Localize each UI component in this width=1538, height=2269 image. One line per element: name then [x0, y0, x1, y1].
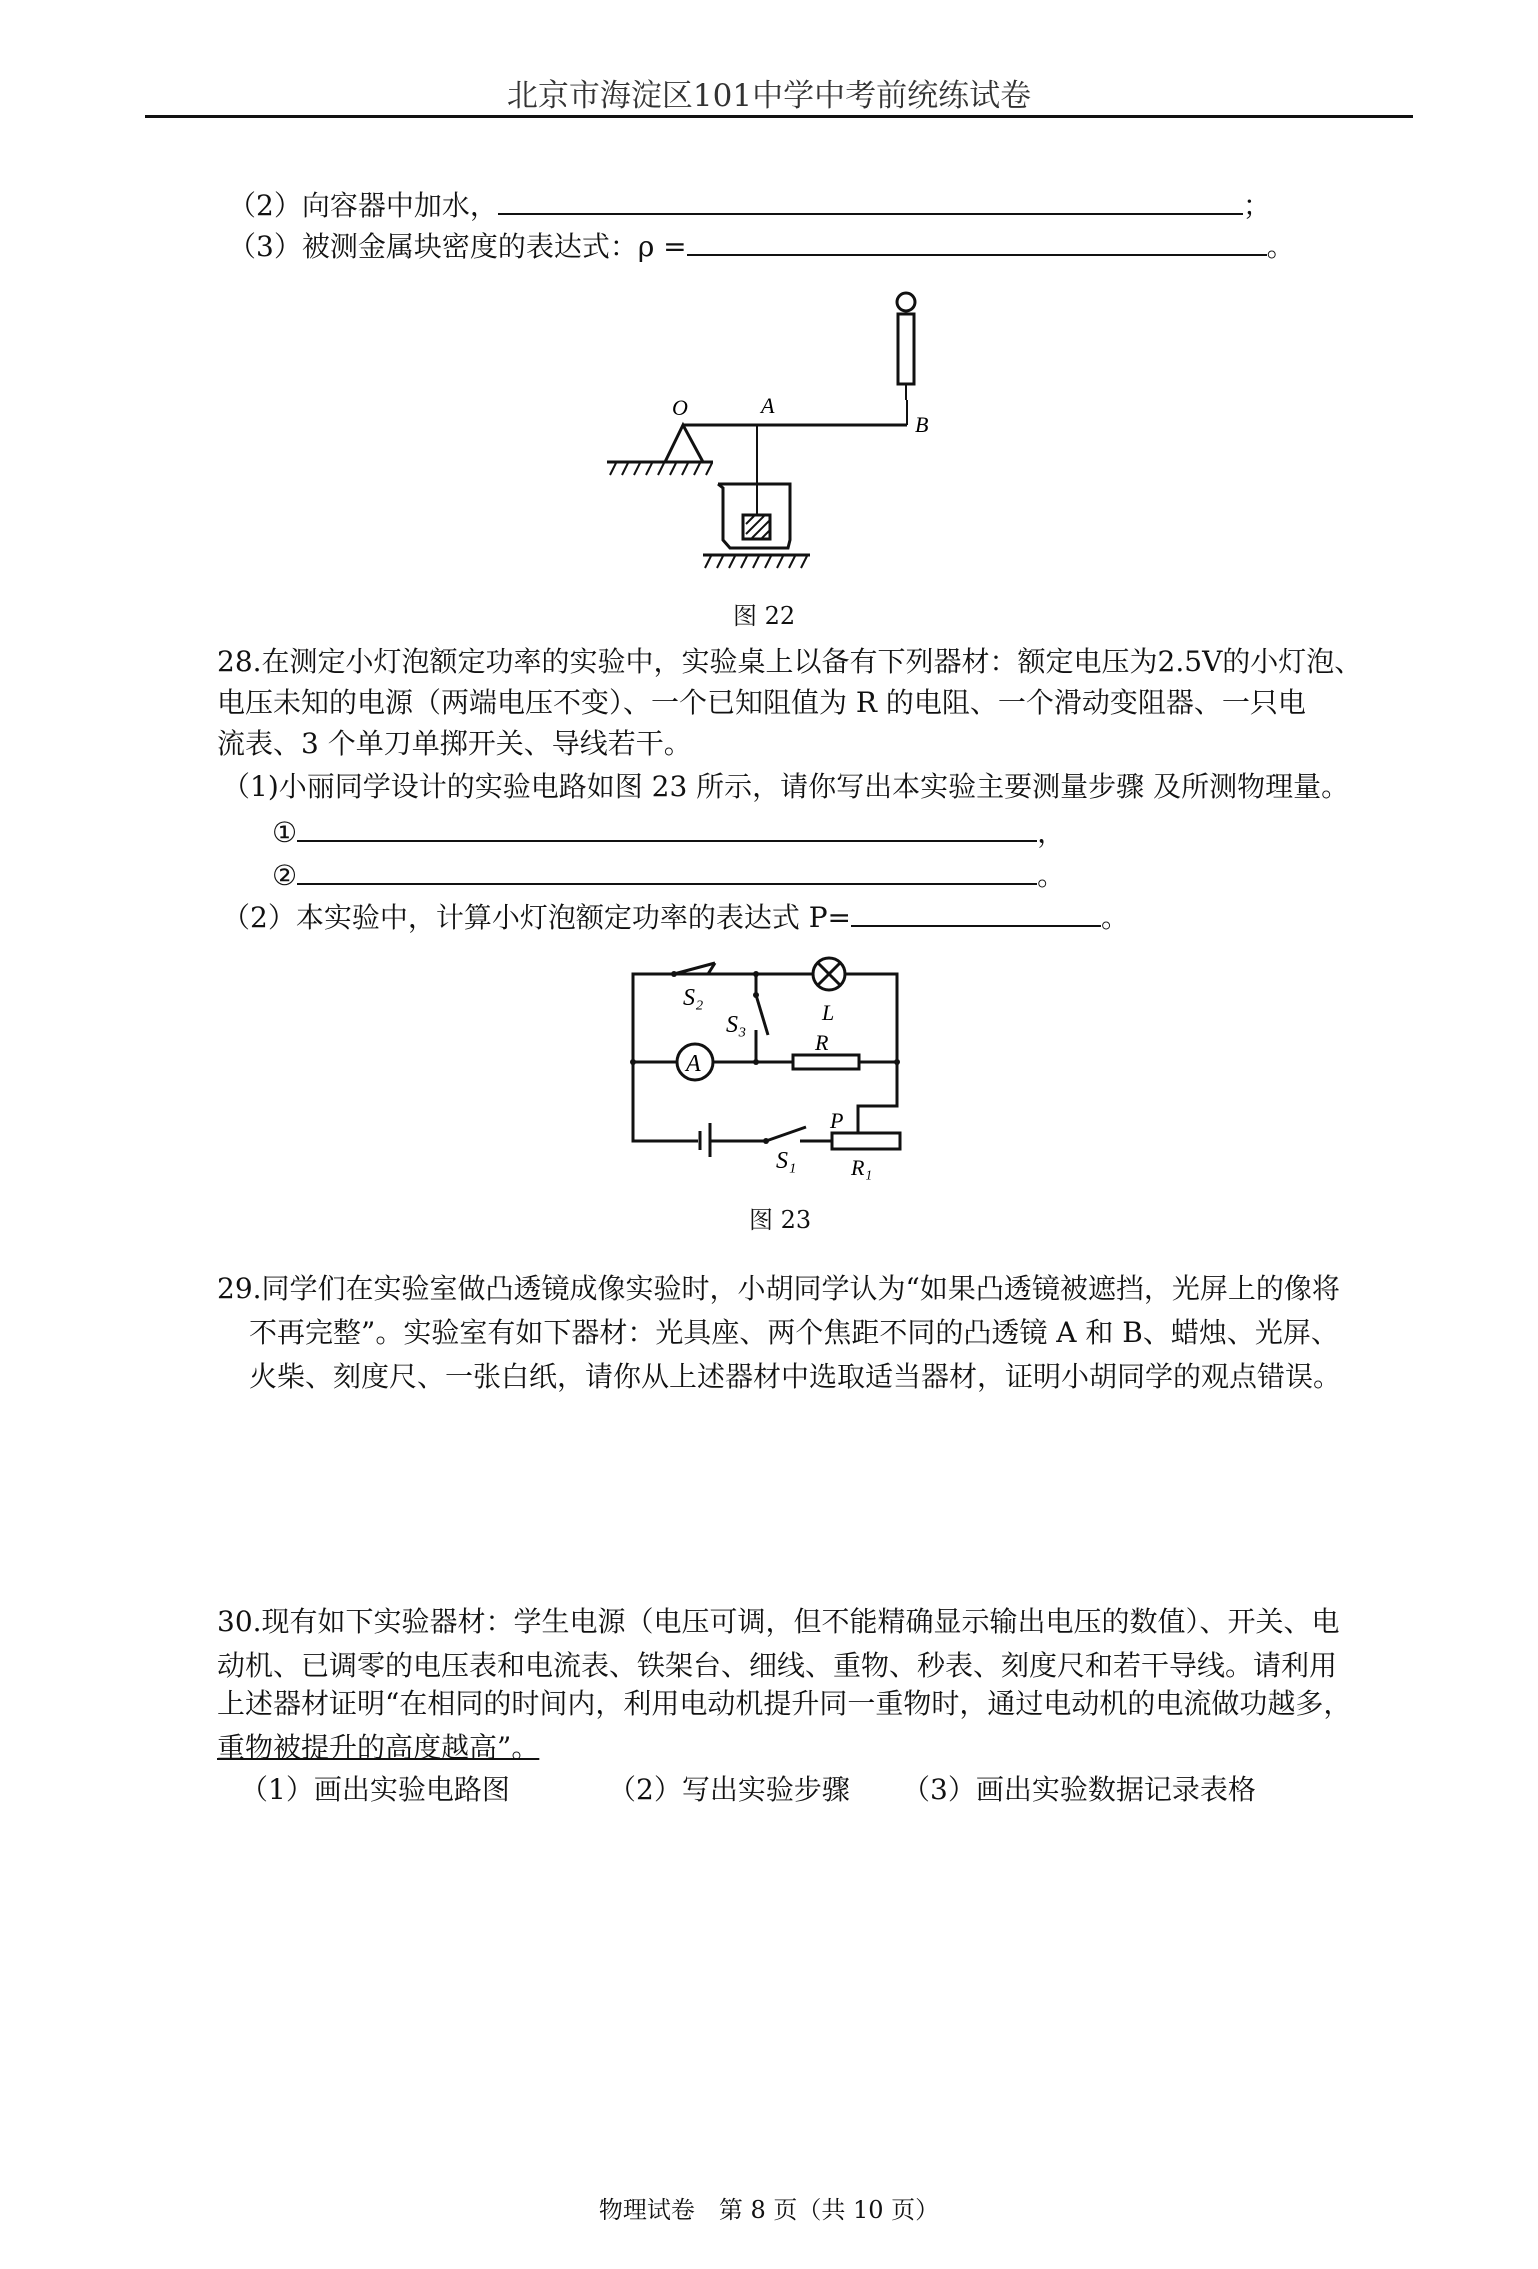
q30-line-2: 动机、已调零的电压表和电流表、铁架台、细线、重物、秒表、刻度尺和若干导线。请利用 [217, 1649, 1338, 1682]
figure-23-caption: 图 23 [749, 1206, 812, 1234]
page-header-title: 北京市海淀区101中学中考前统练试卷 [506, 78, 1032, 114]
q27-step2 [228, 187, 1271, 224]
q29-line-3: 火柴、刻度尺、一张白纸，请你从上述器材中选取适当器材，证明小胡同学的观点错误。 [249, 1360, 1342, 1393]
punct: 。 [1101, 901, 1130, 934]
rheostat-r1 [832, 1133, 900, 1149]
figure-23-circuit-diagram [600, 950, 950, 1190]
q28-step2 [272, 857, 1065, 894]
q30-task-2: （2）写出实验步骤 [608, 1773, 850, 1806]
switch-s3 [756, 995, 768, 1035]
q30-line-1: 30.现有如下实验器材：学生电源（电压可调，但不能精确显示输出电压的数值）、开关、电 [217, 1605, 1340, 1638]
fulcrum [665, 425, 703, 462]
figure-22-lever-diagram [580, 280, 960, 580]
label-a: A [761, 393, 775, 418]
q27-step2-text: （2）向容器中加水， [228, 189, 498, 222]
label-l: L [822, 1000, 835, 1025]
header-divider [145, 115, 1413, 118]
q30-line-3: 上述器材证明“在相同的时间内，利用电动机提升同一重物时，通过电动机的电流做功越多， [217, 1687, 1352, 1720]
q27-step3 [228, 228, 1295, 265]
label-s2: S₂ [683, 985, 704, 1011]
answer-blank[interactable] [851, 899, 1101, 927]
punct: ； [1242, 189, 1271, 222]
label-o: O [672, 395, 688, 420]
label-ammeter: A [686, 1051, 701, 1077]
q30-line-4: 重物被提升的高度越高”。 [217, 1731, 540, 1764]
answer-blank[interactable] [297, 857, 1037, 885]
spring-scale [898, 314, 914, 384]
q28-line-3: 流表、3 个单刀单掷开关、导线若干。 [217, 727, 692, 760]
q28-part2 [222, 899, 1129, 936]
q27-step3-text: （3）被测金属块密度的表达式：ρ = [228, 230, 687, 263]
q28-part1: （1)小丽同学设计的实验电路如图 23 所示，请你写出本实验主要测量步骤 及所测物理量。 [222, 770, 1350, 803]
q28-step1 [272, 814, 1065, 851]
switch-s1 [766, 1127, 806, 1141]
q28-line-1: 28.在测定小灯泡额定功率的实验中，实验桌上以备有下列器材：额定电压为2.5V的小灯泡、 [217, 645, 1363, 678]
answer-blank[interactable] [498, 187, 1243, 215]
label-b: B [915, 412, 929, 437]
spring-scale-ring [897, 293, 915, 311]
q28-part2-text: （2）本实验中，计算小灯泡额定功率的表达式 P= [222, 901, 852, 934]
answer-blank[interactable] [687, 228, 1267, 256]
circled-1: ① [272, 816, 298, 849]
resistor-r [793, 1055, 859, 1069]
punct: 。 [1037, 859, 1066, 892]
circled-2: ② [272, 859, 298, 892]
punct: 。 [1266, 230, 1295, 263]
label-p: P [830, 1108, 844, 1133]
q28-line-2: 电压未知的电源（两端电压不变）、一个已知阻值为 R 的电阻、一个滑动变阻器、一只电 [217, 686, 1306, 719]
label-s3: S₃ [726, 1012, 747, 1038]
q30-task-3: （3）画出实验数据记录表格 [902, 1773, 1256, 1806]
label-r1: R₁ [851, 1155, 873, 1180]
q30-task-1: （1）画出实验电路图 [240, 1773, 510, 1806]
label-r: R [815, 1030, 829, 1055]
punct: ， [1037, 816, 1066, 849]
q29-line-1: 29.同学们在实验室做凸透镜成像实验时，小胡同学认为“如果凸透镜被遮挡，光屏上的像将 [217, 1272, 1340, 1305]
answer-blank[interactable] [297, 814, 1037, 842]
figure-22-caption: 图 22 [733, 602, 796, 630]
label-s1: S₁ [776, 1148, 797, 1174]
q29-line-2: 不再完整”。实验室有如下器材：光具座、两个焦距不同的凸透镜 A 和 B、蜡烛、光屏、 [249, 1316, 1339, 1349]
page-footer: 物理试卷 第 8 页（共 10 页） [598, 2196, 940, 2224]
